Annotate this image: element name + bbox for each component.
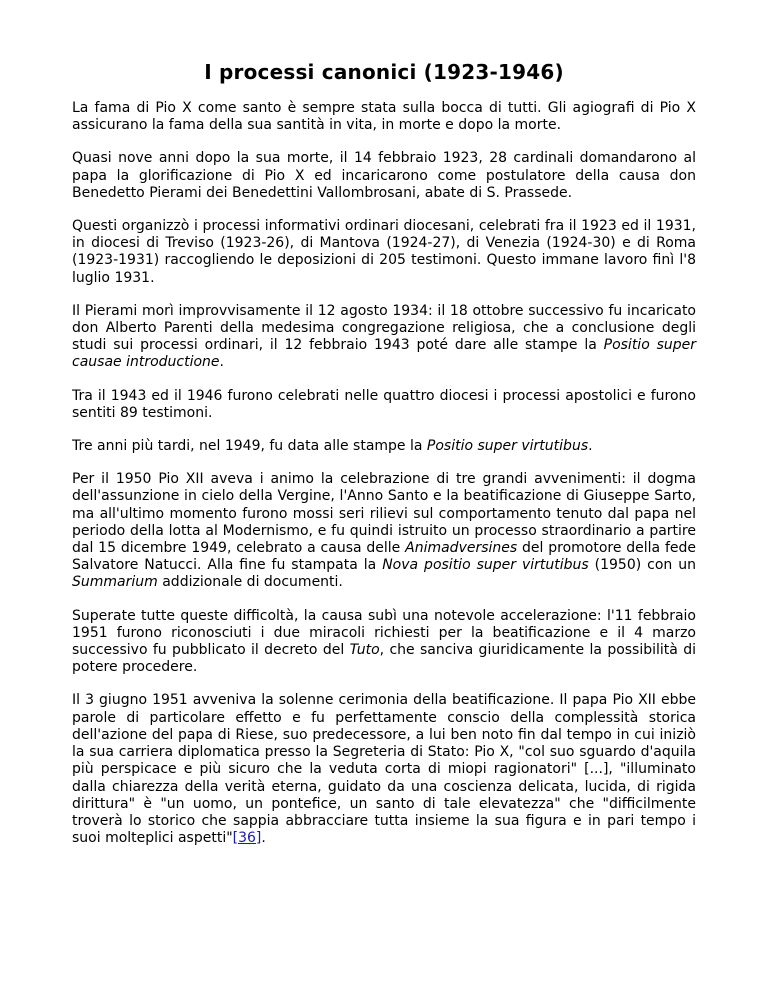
paragraph bbox=[72, 303, 696, 372]
italic-title: Tuto bbox=[349, 642, 380, 659]
italic-title: Positio super virtutibus bbox=[426, 438, 589, 455]
paragraph bbox=[72, 608, 696, 677]
paragraph-text: (1950) con un bbox=[588, 557, 696, 574]
italic-title: Animadversines bbox=[405, 540, 518, 557]
paragraph-text: Questi organizzò i processi informativi ordinari diocesani, celebrati fra il 1923 ed il 1931, in diocesi di Treviso (1923-26), di Mantova (1924-27), di Venezia (1924-30) e di Roma (1923-1931) raccogliendo le deposizioni di 205 testimoni. Questo immane lavoro finì l'8 luglio 1931. bbox=[72, 218, 696, 286]
paragraph-text: Tre anni più tardi, nel 1949, fu data alle stampe la bbox=[72, 438, 427, 455]
italic-title: Positio super causae introductione bbox=[72, 337, 697, 371]
paragraph bbox=[72, 471, 696, 591]
paragraph bbox=[72, 150, 696, 202]
paragraph-text: Il Pierami morì improvvisamente il 12 agosto 1934: il 18 ottobre successivo fu incaricato don Alberto Parenti della medesima congregazione religiosa, che a conclusione degli studi sui processi ordinari, il 12 febbraio 1943 poté dare alle stampe la bbox=[72, 302, 696, 354]
paragraph bbox=[72, 388, 696, 422]
paragraph-text: . bbox=[219, 354, 224, 371]
paragraph-text: Superate tutte queste difficoltà, la causa subì una notevole accelerazione: l'11 febbraio 1951 furono riconosciuti i due miracoli richiesti per la beatificazione e il 4 marzo successivo fu pubblicato il decreto del bbox=[72, 607, 696, 659]
paragraph-text: , che sanciva giuridicamente la possibilità di potere procedere. bbox=[72, 642, 696, 676]
paragraph-text: Il 3 giugno 1951 avveniva la solenne cerimonia della beatificazione. Il papa Pio XII ebbe parole di particolare effetto e fu perfettamente conscio della complessità storica dell'azione del papa di Riese, suo predecessore, a lui ben noto fin dal tempo in cui iniziò la sua carriera diplomatica presso la Segreteria di Stato: Pio X, "col suo sguardo d'aquila più perspicace e più sicuro che la veduta corta di miopi ragionatori" [...], "illuminato dalla chiarezza della verità eterna, guidato da una coscienza delicata, lucida, di rigida dirittura" è "un uomo, un pontefice, un santo di tale elevatezza" che "difficilmente troverà lo storico che sappia abbracciare tutta insieme la sua figura e in pari tempo i suoi molteplici aspetti" bbox=[72, 692, 696, 847]
paragraph-text: del promotore della fede Salvatore Natucci. Alla fine fu stampata la bbox=[72, 540, 697, 574]
paragraph bbox=[72, 218, 696, 287]
paragraph-text: Per il 1950 Pio XII aveva i animo la celebrazione di tre grandi avvenimenti: il dogma dell'assunzione in cielo della Vergine, l'Anno Santo e la beatificazione di Giuseppe Sarto, ma all'ultimo momento furono mossi seri rilievi sul comportamento tenuto dal papa nel periodo della lotta al Modernismo, e fu quindi istruito un processo straordinario a partire dal 15 dicembre 1949, celebrato a causa delle bbox=[72, 471, 696, 557]
paragraph-text: La fama di Pio X come santo è sempre stata sulla bocca di tutti. Gli agiografi di Pio X assicurano la fama della sua santità in vita, in morte e dopo la morte. bbox=[72, 100, 696, 134]
page-title: I processi canonici (1923-1946) bbox=[204, 60, 564, 84]
paragraph bbox=[72, 692, 696, 847]
paragraph-text: Quasi nove anni dopo la sua morte, il 14 febbraio 1923, 28 cardinali domandarono al papa la glorificazione di Pio X ed incaricarono come postulatore della causa don Benedetto Pierami dei Benedettini Vallombrosani, abate di S. Prassede. bbox=[72, 150, 696, 201]
paragraph-text: addizionale di documenti. bbox=[157, 574, 343, 591]
italic-title: Summarium bbox=[72, 574, 158, 591]
paragraph-text: Tra il 1943 ed il 1946 furono celebrati nelle quattro diocesi i processi apostolici e furono sentiti 89 testimoni. bbox=[72, 387, 696, 421]
italic-title: Nova positio super virtutibus bbox=[382, 557, 589, 574]
paragraph-text: . bbox=[588, 438, 593, 455]
document-body bbox=[72, 100, 696, 847]
paragraph-text: . bbox=[261, 830, 266, 847]
document-page bbox=[72, 60, 696, 847]
paragraph bbox=[72, 438, 696, 455]
footnote-link[interactable]: [36] bbox=[232, 830, 262, 847]
paragraph bbox=[72, 100, 696, 134]
